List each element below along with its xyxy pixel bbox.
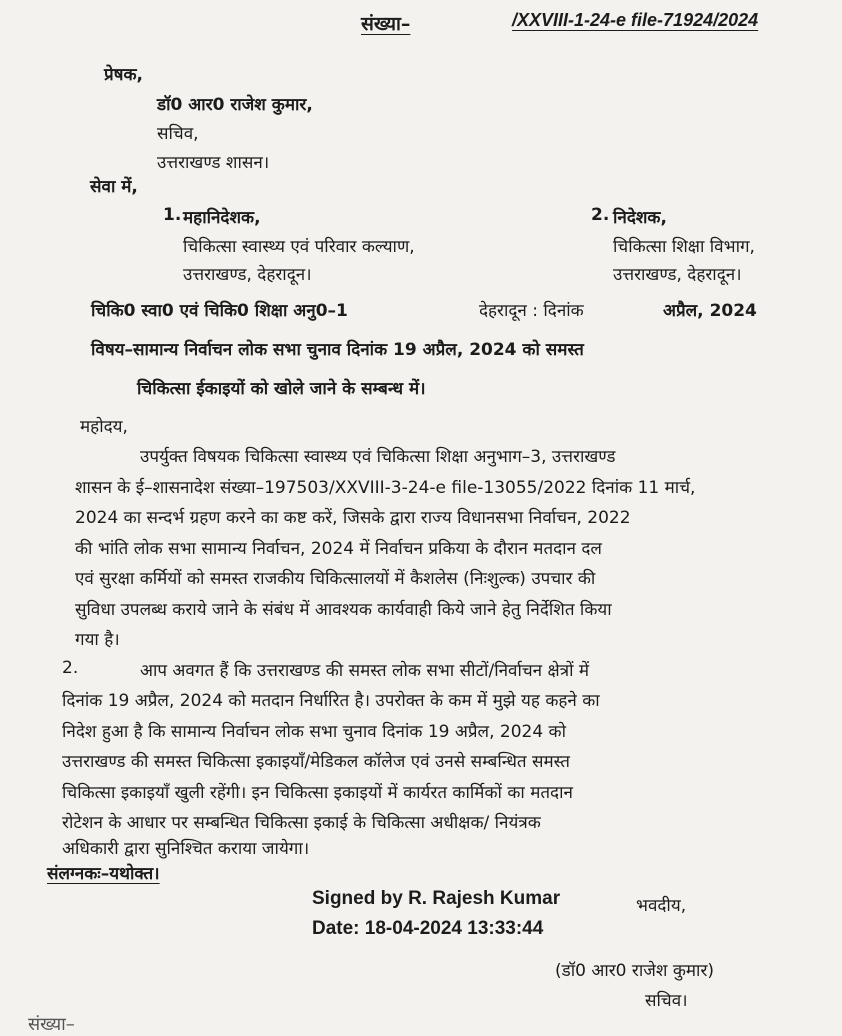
para1-line-2: शासन के ई–शासनादेश संख्या–197503/XXVIII-3-24-e file-13055/2022 दिनांक 11 मार्च, [75,478,696,498]
recipient-1-title: महानिदेशक, [183,208,261,228]
reference-number-label: संख्या– [361,13,411,35]
para1-line-7: गया है। [75,630,120,650]
para2-number: 2. [62,658,79,678]
para2-line-3: निदेश हुआ है कि सामान्य निर्वाचन लोक सभा चुनाव दिनांक 19 अप्रैल, 2024 को [62,722,567,742]
subject-line-1: विषय–सामान्य निर्वाचन लोक सभा चुनाव दिनांक 19 अप्रैल, 2024 को समस्त [91,340,584,360]
digital-signature-name: Signed by R. Rajesh Kumar [312,888,561,909]
signatory-designation: सचिव। [645,991,688,1011]
para2-line-6: रोटेशन के आधार पर सम्बन्धित चिकित्सा इकाई के चिकित्सा अधीक्षक/ नियंत्रक [62,813,541,833]
para2-line-7: अधिकारी द्वारा सुनिश्चित कराया जायेगा। [62,839,310,859]
recipient-1-number: 1. [163,205,182,225]
sender-designation: सचिव, [157,124,199,144]
signatory-name: (डॉ0 आर0 राजेश कुमार) [555,961,715,981]
reference-number-value: /XXVIII-1-24-e file-71924/2024 [512,10,759,30]
enclosure-note: संलग्नकः–यथोक्त। [47,864,160,884]
para1-line-6: सुविधा उपलब्ध कराये जाने के संबंध में आवश्यक कार्यवाही किये जाने हेतु निर्देशित किया [75,600,612,620]
salutation: महोदय, [80,417,128,437]
recipient-2-line1: चिकित्सा शिक्षा विभाग, [613,237,755,257]
para2-line-1: आप अवगत हैं कि उत्तराखण्ड की समस्त लोक सभा सीटों/निर्वाचन क्षेत्रों में [140,661,590,681]
sender-name: डॉ0 आर0 राजेश कुमार, [157,95,313,115]
recipient-1-line2: उत्तराखण्ड, देहरादून। [183,265,312,285]
letter-date: अप्रैल, 2024 [663,301,757,321]
para2-line-2: दिनांक 19 अप्रैल, 2024 को मतदान निर्धारित है। उपरोक्त के कम में मुझे यह कहने का [62,691,600,711]
sender-label: प्रेषक, [104,65,144,85]
closing-word: भवदीय, [636,896,687,916]
subject-line-2: चिकित्सा ईकाइयों को खोले जाने के सम्बन्ध में। [137,379,426,399]
recipients-label: सेवा में, [90,177,138,197]
para1-line-4: की भांति लोक सभा सामान्य निर्वाचन, 2024 में निर्वाचन प्रकिया के दौरान मतदान दल [75,539,602,559]
para2-line-4: उत्तराखण्ड की समस्त चिकित्सा इकाइयाँ/मेडिकल कॉलेज एवं उनसे सम्बन्धित समस्त [62,752,570,772]
para1-line-3: 2024 का सन्दर्भ ग्रहण करने का कष्ट करें, जिसके द्वारा राज्य विधानसभा निर्वाचन, 2022 [75,508,631,528]
recipient-1-line1: चिकित्सा स्वास्थ्य एवं परिवार कल्याण, [183,237,415,257]
recipient-2-title: निदेशक, [613,208,667,228]
para1-line-5: एवं सुरक्षा कर्मियों को समस्त राजकीय चिकित्सालयों में कैशलेस (निःशुल्क) उपचार की [75,569,596,589]
recipient-2-line2: उत्तराखण्ड, देहरादून। [613,265,742,285]
section-name: चिकि0 स्वा0 एवं चिकि0 शिक्षा अनु0–1 [91,301,348,321]
para1-line-1: उपर्युक्त विषयक चिकित्सा स्वास्थ्य एवं चिकित्सा शिक्षा अनुभाग–3, उत्तराखण्ड [140,447,616,467]
recipient-2-number: 2. [591,205,610,225]
sender-office: उत्तराखण्ड शासन। [157,153,270,173]
place-date-label: देहरादून : दिनांक [479,301,584,321]
para2-line-5: चिकित्सा इकाइयाँ खुली रहेंगी। इन चिकित्सा इकाइयों में कार्यरत कार्मिकों का मतदान [62,783,573,803]
footer-cut-text: संख्या– [28,1014,75,1035]
digital-signature-date: Date: 18-04-2024 13:33:44 [312,918,544,939]
